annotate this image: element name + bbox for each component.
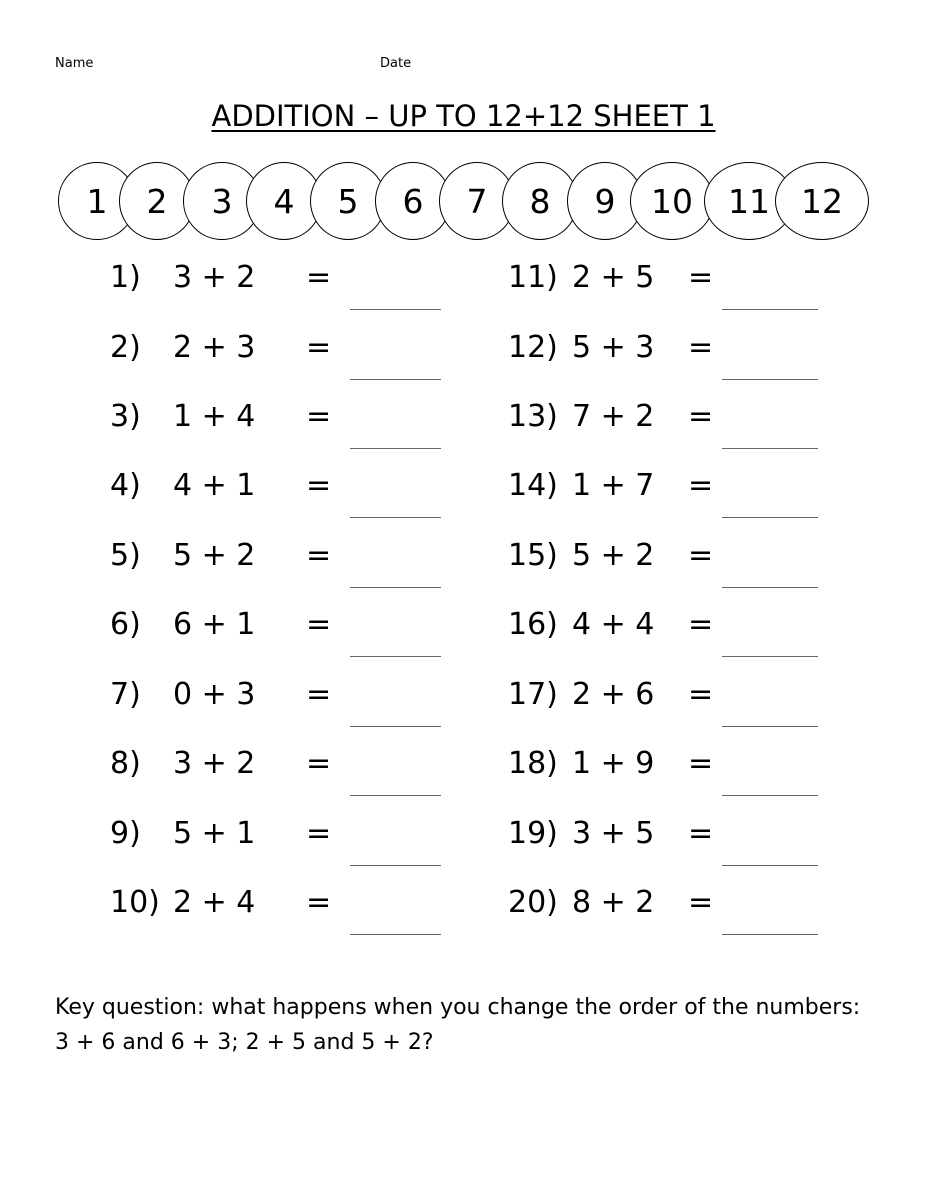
problem-expression: 3 + 5: [572, 816, 655, 851]
problem-row: [508, 330, 848, 384]
problem-number: 1): [110, 260, 141, 295]
date-label: Date: [380, 56, 412, 71]
number-circle-5: 5: [310, 162, 386, 240]
equals-sign: =: [688, 885, 714, 920]
problem-number: 18): [508, 746, 558, 781]
problem-number: 12): [508, 330, 558, 365]
number-line: [0, 162, 927, 242]
problem-row: [110, 260, 450, 314]
number-circle-7: 7: [439, 162, 515, 240]
worksheet-title-text: ADDITION – UP TO 12+12 SHEET 1: [211, 99, 716, 133]
problem-number: 19): [508, 816, 558, 851]
number-circle-6: 6: [375, 162, 451, 240]
equals-sign: =: [306, 607, 332, 642]
answer-line[interactable]: [350, 309, 441, 310]
problem-expression: 2 + 3: [173, 330, 256, 365]
problem-number: 7): [110, 677, 141, 712]
equals-sign: =: [306, 468, 332, 503]
equals-sign: =: [688, 468, 714, 503]
problem-number: 4): [110, 468, 141, 503]
problem-number: 2): [110, 330, 141, 365]
answer-line[interactable]: [722, 795, 818, 796]
number-circle-3: 3: [183, 162, 261, 240]
problem-row: [110, 746, 450, 800]
equals-sign: =: [306, 885, 332, 920]
equals-sign: =: [306, 399, 332, 434]
number-circle-1: 1: [58, 162, 136, 240]
key-question-line-2: 3 + 6 and 6 + 3; 2 + 5 and 5 + 2?: [55, 1030, 434, 1055]
problem-number: 15): [508, 538, 558, 573]
worksheet-title: [0, 98, 927, 134]
problem-row: [110, 538, 450, 592]
answer-line[interactable]: [722, 865, 818, 866]
problem-row: [110, 330, 450, 384]
answer-line[interactable]: [350, 517, 441, 518]
answer-line[interactable]: [722, 587, 818, 588]
problem-expression: 2 + 4: [173, 885, 256, 920]
equals-sign: =: [306, 677, 332, 712]
problem-expression: 5 + 3: [572, 330, 655, 365]
problem-expression: 0 + 3: [173, 677, 256, 712]
problem-row: [110, 816, 450, 870]
answer-line[interactable]: [350, 379, 441, 380]
equals-sign: =: [306, 538, 332, 573]
problem-row: [508, 746, 848, 800]
answer-line[interactable]: [722, 517, 818, 518]
problem-number: 13): [508, 399, 558, 434]
answer-line[interactable]: [350, 587, 441, 588]
problem-number: 3): [110, 399, 141, 434]
problem-row: [110, 885, 450, 939]
problem-expression: 5 + 2: [572, 538, 655, 573]
equals-sign: =: [306, 260, 332, 295]
number-circle-9: 9: [567, 162, 643, 240]
problem-expression: 5 + 1: [173, 816, 256, 851]
equals-sign: =: [688, 399, 714, 434]
problem-number: 11): [508, 260, 558, 295]
number-circle-8: 8: [502, 162, 578, 240]
equals-sign: =: [688, 677, 714, 712]
problem-number: 9): [110, 816, 141, 851]
problem-expression: 7 + 2: [572, 399, 655, 434]
problem-expression: 1 + 4: [173, 399, 256, 434]
problem-row: [508, 468, 848, 522]
problem-number: 8): [110, 746, 141, 781]
problem-row: [508, 607, 848, 661]
problem-expression: 1 + 9: [572, 746, 655, 781]
number-circle-12: 12: [775, 162, 869, 240]
name-label: Name: [55, 56, 94, 71]
problem-row: [508, 885, 848, 939]
answer-line[interactable]: [722, 309, 818, 310]
answer-line[interactable]: [350, 934, 441, 935]
problem-expression: 4 + 4: [572, 607, 655, 642]
answer-line[interactable]: [350, 795, 441, 796]
answer-line[interactable]: [722, 656, 818, 657]
problem-number: 14): [508, 468, 558, 503]
equals-sign: =: [688, 607, 714, 642]
problem-expression: 4 + 1: [173, 468, 256, 503]
key-question-line-1: Key question: what happens when you change the order of the numbers:: [55, 995, 861, 1020]
problem-number: 10): [110, 885, 160, 920]
problem-row: [508, 816, 848, 870]
equals-sign: =: [306, 330, 332, 365]
problem-row: [110, 677, 450, 731]
problem-expression: 6 + 1: [173, 607, 256, 642]
problem-number: 17): [508, 677, 558, 712]
problem-expression: 3 + 2: [173, 746, 256, 781]
problem-expression: 1 + 7: [572, 468, 655, 503]
equals-sign: =: [688, 538, 714, 573]
equals-sign: =: [688, 260, 714, 295]
answer-line[interactable]: [350, 726, 441, 727]
answer-line[interactable]: [722, 448, 818, 449]
problem-row: [508, 260, 848, 314]
number-circle-10: 10: [630, 162, 714, 240]
problem-row: [508, 399, 848, 453]
equals-sign: =: [688, 330, 714, 365]
number-circle-2: 2: [119, 162, 195, 240]
problem-number: 20): [508, 885, 558, 920]
answer-line[interactable]: [350, 448, 441, 449]
equals-sign: =: [688, 816, 714, 851]
number-circle-4: 4: [246, 162, 322, 240]
problem-number: 6): [110, 607, 141, 642]
problem-row: [508, 538, 848, 592]
problem-number: 16): [508, 607, 558, 642]
answer-line[interactable]: [722, 379, 818, 380]
key-question: [55, 990, 885, 1060]
problem-number: 5): [110, 538, 141, 573]
problem-expression: 5 + 2: [173, 538, 256, 573]
answer-line[interactable]: [350, 865, 441, 866]
problem-expression: 2 + 6: [572, 677, 655, 712]
answer-line[interactable]: [350, 656, 441, 657]
answer-line[interactable]: [722, 726, 818, 727]
problem-row: [110, 399, 450, 453]
equals-sign: =: [688, 746, 714, 781]
number-circle-11: 11: [704, 162, 794, 240]
problem-expression: 2 + 5: [572, 260, 655, 295]
problem-expression: 8 + 2: [572, 885, 655, 920]
equals-sign: =: [306, 816, 332, 851]
problem-expression: 3 + 2: [173, 260, 256, 295]
answer-line[interactable]: [722, 934, 818, 935]
problem-row: [508, 677, 848, 731]
problem-row: [110, 468, 450, 522]
problem-row: [110, 607, 450, 661]
equals-sign: =: [306, 746, 332, 781]
